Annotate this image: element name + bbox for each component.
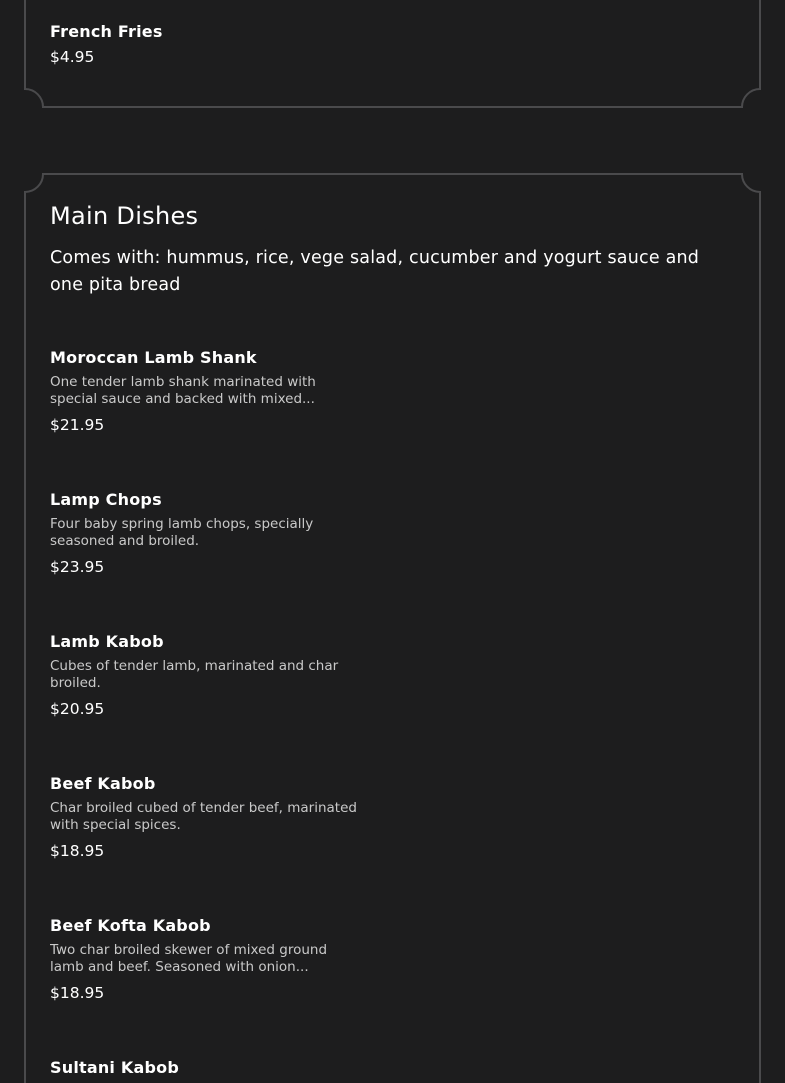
menu-item-description: Cubes of tender lamb, marinated and char broiled. — [50, 658, 339, 691]
menu-item-description: Char broiled cubed of tender beef, marinated with special spices. — [50, 800, 357, 833]
menu-item[interactable] — [50, 632, 360, 718]
menu-item-description: One tender lamb shank marinated with special sauce and backed with mixed... — [50, 374, 316, 407]
menu-item[interactable] — [50, 348, 360, 434]
menu-item-description: Four baby spring lamb chops, specially seasoned and broiled. — [50, 516, 314, 549]
menu-item-name: Beef Kofta Kabob — [50, 916, 211, 935]
menu-item-name: Lamp Chops — [50, 490, 162, 509]
menu-item[interactable] — [50, 774, 360, 860]
menu-item[interactable] — [50, 22, 360, 66]
menu-item-name: Sultani Kabob — [50, 1058, 179, 1077]
menu-item-price: $23.95 — [50, 558, 105, 576]
menu-item[interactable] — [50, 1058, 360, 1078]
section-subtitle: Comes with: hummus, rice, vege salad, cucumber and yogurt sauce and one pita bread — [50, 248, 700, 295]
menu-item-price: $20.95 — [50, 700, 105, 718]
menu-item-price: $21.95 — [50, 416, 105, 434]
section-title: Main Dishes — [50, 202, 199, 230]
menu-item-name: French Fries — [50, 22, 163, 41]
menu-item-price: $18.95 — [50, 984, 105, 1002]
menu-item-description: Two char broiled skewer of mixed ground lamb and beef. Seasoned with onion... — [50, 942, 328, 975]
menu-item[interactable] — [50, 916, 360, 1002]
menu-item[interactable] — [50, 490, 360, 576]
menu-item-price: $18.95 — [50, 842, 105, 860]
menu-item-price: $4.95 — [50, 48, 95, 66]
menu-item-name: Moroccan Lamb Shank — [50, 348, 257, 367]
menu-item-name: Beef Kabob — [50, 774, 156, 793]
menu-item-name: Lamb Kabob — [50, 632, 164, 651]
